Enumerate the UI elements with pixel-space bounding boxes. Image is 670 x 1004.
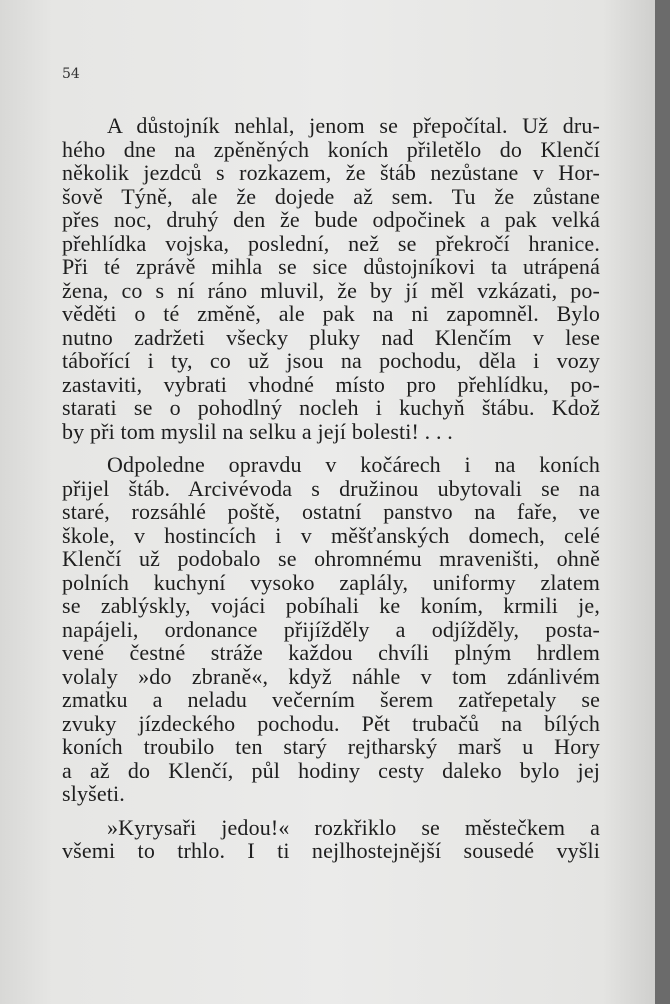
text-line: volaly »do zbraně«, když náhle v tom zdánlivém (62, 663, 600, 689)
text-line: polních kuchyní vysoko zaplály, uniformy zlatem (62, 569, 600, 595)
body-text (62, 114, 600, 863)
text-line: se zablýskly, vojáci pobíhali ke koním, krmili je, (62, 593, 600, 618)
text-line: tábořící i ty, co už jsou na pochodu, děla i vozy (62, 348, 600, 373)
paragraph-2 (62, 453, 600, 806)
paragraph-1 (62, 114, 600, 443)
text-line: škole, v hostincích i v měšťanských domech, celé (62, 522, 600, 548)
text-line: hého dne na zpěněných koních přiletělo do Klenčí (62, 136, 600, 162)
text-line: staré, rozsáhlé poště, ostatní panstvo na faře, ve (62, 499, 600, 524)
text-line: nutno zadržeti všecky pluky nad Klenčím v lese (62, 324, 600, 350)
text-line: napájeli, ordonance přijížděly a odjížděly, posta- (62, 616, 600, 642)
text-line: Klenčí už podobalo se ohromnému mraveništi, ohně (62, 546, 600, 571)
text-line: zmatku a neladu večerním šerem zatřepetaly se (62, 687, 600, 712)
text-line: Při té zprávě mihla se sice důstojníkovi ta utrápená (62, 254, 600, 279)
text-line: by při tom myslil na selku a její bolesti! . . . (62, 418, 453, 444)
text-line: »Kyrysaři jedou!« rozkřiklo se městečkem a (107, 814, 600, 840)
text-line: přes noc, druhý den že bude odpočinek a pak velká (62, 207, 600, 232)
text-line: věděti o té změně, ale pak na ni zapomněl. Bylo (62, 301, 600, 326)
text-line: vené čestné stráže každou chvíli plným hrdlem (62, 640, 600, 665)
text-line: všemi to trhlo. I ti nejlhostejnější sousedé vyšli (62, 838, 600, 863)
text-line: několik jezdců s rozkazem, že štáb nezůstane v Hor- (62, 160, 600, 185)
text-line: a až do Klenčí, půl hodiny cesty daleko bylo jej (62, 757, 600, 783)
text-line: starati se o pohodlný nocleh i kuchyň štábu. Kdož (62, 395, 600, 420)
paragraph-3 (62, 816, 600, 863)
text-line: zastaviti, vybrati vhodné místo pro přehlídku, po- (62, 371, 600, 397)
text-line: žena, co s ní ráno mluvil, že by jí měl vzkázati, po- (62, 277, 600, 303)
text-line: přijel štáb. Arcivévoda s družinou ubytovali se na (62, 475, 600, 501)
text-line: Odpoledne opravdu v kočárech i na koních (107, 452, 600, 477)
text-line: zvuky jízdeckého pochodu. Pět trubačů na bílých (62, 710, 600, 736)
page-number: 54 (62, 66, 80, 82)
text-line: šově Týně, ale že dojede až sem. Tu že zůstane (62, 183, 600, 209)
text-line: přehlídka vojska, poslední, než se překročí hranice. (62, 230, 600, 256)
text-line: slyšeti. (62, 781, 125, 806)
text-line: A důstojník nehlal, jenom se přepočítal. Už dru- (107, 113, 600, 138)
text-line: koních troubilo ten starý rejtharský marš u Hory (62, 734, 600, 759)
